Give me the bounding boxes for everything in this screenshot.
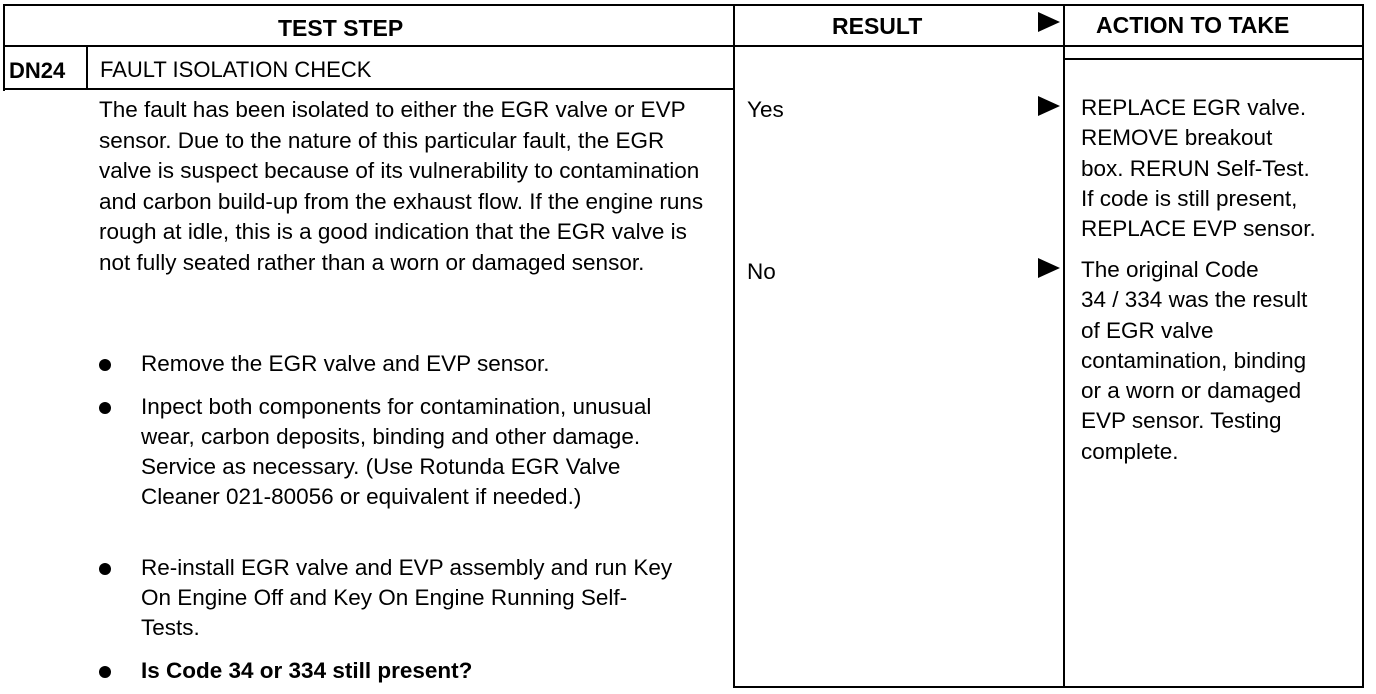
action-yes-line: REPLACE EVP sensor. xyxy=(1081,216,1316,242)
code-cell-divider xyxy=(86,47,88,90)
bullet-item-question: Is Code 34 or 334 still present? xyxy=(141,658,473,683)
step-title-bottom-rule xyxy=(3,88,734,90)
action-column-divider xyxy=(1063,4,1065,688)
action-no-line: of EGR valve xyxy=(1081,317,1214,343)
header-bottom-rule xyxy=(3,45,1364,47)
bullet-dot-icon xyxy=(99,563,111,575)
result-column-divider xyxy=(733,4,735,688)
action-no-line: 34 / 334 was the result xyxy=(1081,287,1308,313)
action-no xyxy=(1081,255,1361,467)
bullet-item-remove: Remove the EGR valve and EVP sensor. xyxy=(141,351,550,376)
action-yes xyxy=(1081,93,1361,244)
table-bottom-border xyxy=(733,686,1364,688)
action-no-line: EVP sensor. Testing xyxy=(1081,408,1282,434)
header-test-step: TEST STEP xyxy=(278,15,404,41)
action-yes-line: REMOVE breakout xyxy=(1081,125,1273,151)
bullet-item-inspect: Inpect both components for contamination, unusual wear, carbon deposits, binding and other damage. Service as necessary. (Use Rotunda EGR Valve Cleaner 021-80056 or equivalent if needed.) xyxy=(141,394,652,509)
action-no-line: or a worn or damaged xyxy=(1081,378,1302,404)
bullet-dot-icon xyxy=(99,402,111,414)
action-yes-line: REPLACE EGR valve. xyxy=(1081,95,1307,120)
action-no-line: The original Code xyxy=(1081,257,1259,282)
result-no: No xyxy=(747,259,776,284)
action-yes-line: box. RERUN Self-Test. xyxy=(1081,155,1310,181)
action-header-underline xyxy=(1063,58,1364,60)
bullet-dot-icon xyxy=(99,666,111,678)
action-no-line: contamination, binding xyxy=(1081,347,1307,373)
table-top-border xyxy=(3,4,1364,6)
step-code: DN24 xyxy=(9,58,66,83)
result-yes-arrow-icon xyxy=(1038,96,1060,116)
step-description: The fault has been isolated to either the EGR valve or EVP sensor. Due to the nature of this particular fault, the EGR valve is suspect because of its vulnerability to contamination and carbon build-up from the exhaust flow. If the engine runs rough at idle, this is a good indication that the EGR valve is not fully seated rather than a worn or damaged sensor. xyxy=(99,97,704,275)
action-yes-line: If code is still present, xyxy=(1081,185,1298,211)
header-action-to-take: ACTION TO TAKE xyxy=(1096,12,1290,38)
table-right-border xyxy=(1362,4,1364,688)
table-left-border xyxy=(3,4,5,91)
header-result: RESULT xyxy=(832,13,923,39)
bullet-dot-icon xyxy=(99,359,111,371)
action-no-line: complete. xyxy=(1081,438,1179,464)
result-no-arrow-icon xyxy=(1038,258,1060,278)
result-yes: Yes xyxy=(747,97,784,122)
header-result-arrow-icon xyxy=(1038,12,1060,32)
step-title: FAULT ISOLATION CHECK xyxy=(100,57,372,82)
bullet-item-reinstall: Re-install EGR valve and EVP assembly and run Key On Engine Off and Key On Engine Running Self-Tests. xyxy=(141,555,673,640)
